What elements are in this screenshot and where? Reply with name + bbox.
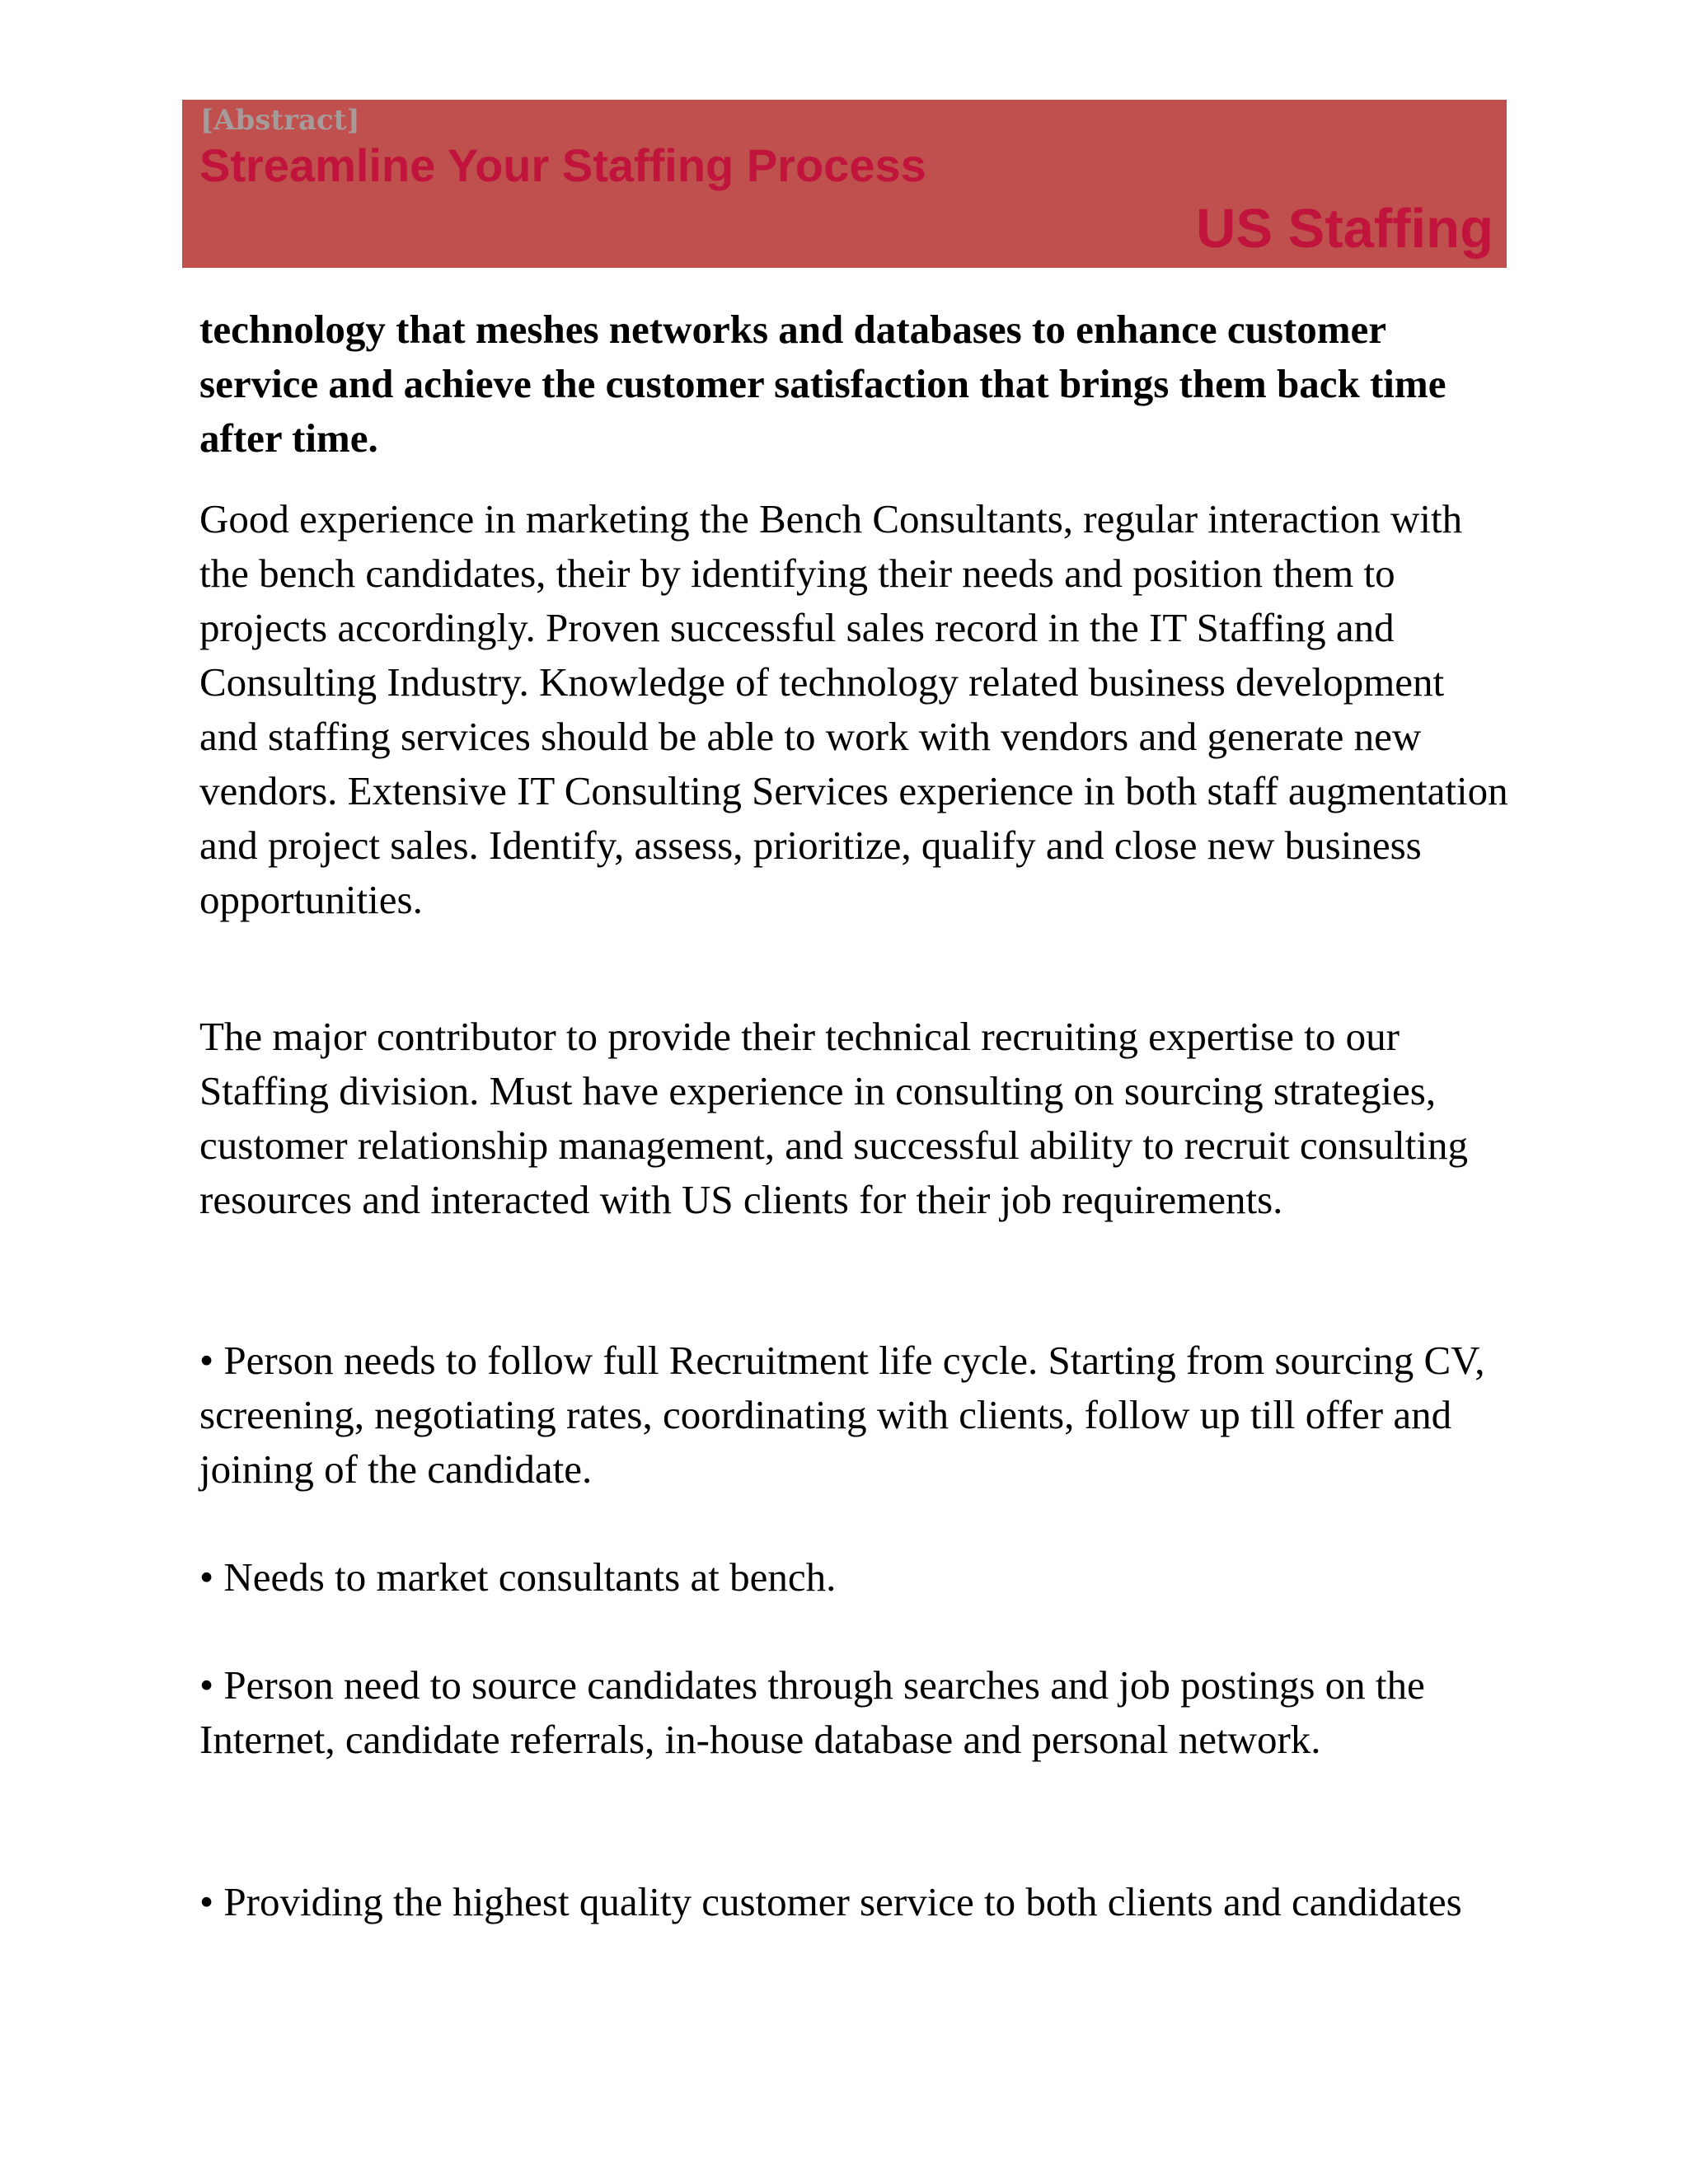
bullet-text: • Providing the highest quality customer service to both clients and candidates xyxy=(199,1879,1462,1924)
bullet-item xyxy=(199,1875,1510,1929)
bullet-item xyxy=(199,1333,1510,1497)
lead-text: technology that meshes networks and databases to enhance customer service and achieve the customer satisfaction that brings them back time after time. xyxy=(199,307,1447,461)
abstract-placeholder[interactable]: [Abstract] xyxy=(200,104,360,137)
bullet-text: • Person need to source candidates through searches and job postings on the Internet, candidate referrals, in-house database and personal network. xyxy=(199,1662,1425,1762)
paragraph-text: Good experience in marketing the Bench Consultants, regular interaction with the bench candidates, their by identifying their needs and position them to projects accordingly. Proven successful sales record in the IT Staffing and Consulting Industry. Knowledge of technology related business development and staffing services should be able to work with vendors and generate new vendors. Extensive IT Consulting Services experience in both staff augmentation and project sales. Identify, assess, prioritize, qualify and close new business opportunities. xyxy=(199,496,1508,922)
bullet-item xyxy=(199,1550,1510,1605)
bullet-text: • Needs to market consultants at bench. xyxy=(199,1554,837,1600)
paragraph-text: The major contributor to provide their technical recruiting expertise to our Staffing division. Must have experience in consulting on sourcing strategies, customer relationship management, and successful ability to recruit consulting resources and interacted with US clients for their job requirements. xyxy=(199,1014,1469,1222)
bullet-item xyxy=(199,1658,1510,1767)
company-name: US Staffing xyxy=(1195,198,1493,260)
paragraph-experience xyxy=(199,492,1510,927)
paragraph-contributor xyxy=(199,1010,1510,1227)
document-title: Streamline Your Staffing Process xyxy=(199,139,926,191)
bullet-text: • Person needs to follow full Recruitment life cycle. Starting from sourcing CV, screening, negotiating rates, coordinating with clients, follow up till offer and joining of the candidate. xyxy=(199,1338,1485,1492)
lead-paragraph xyxy=(199,302,1510,466)
